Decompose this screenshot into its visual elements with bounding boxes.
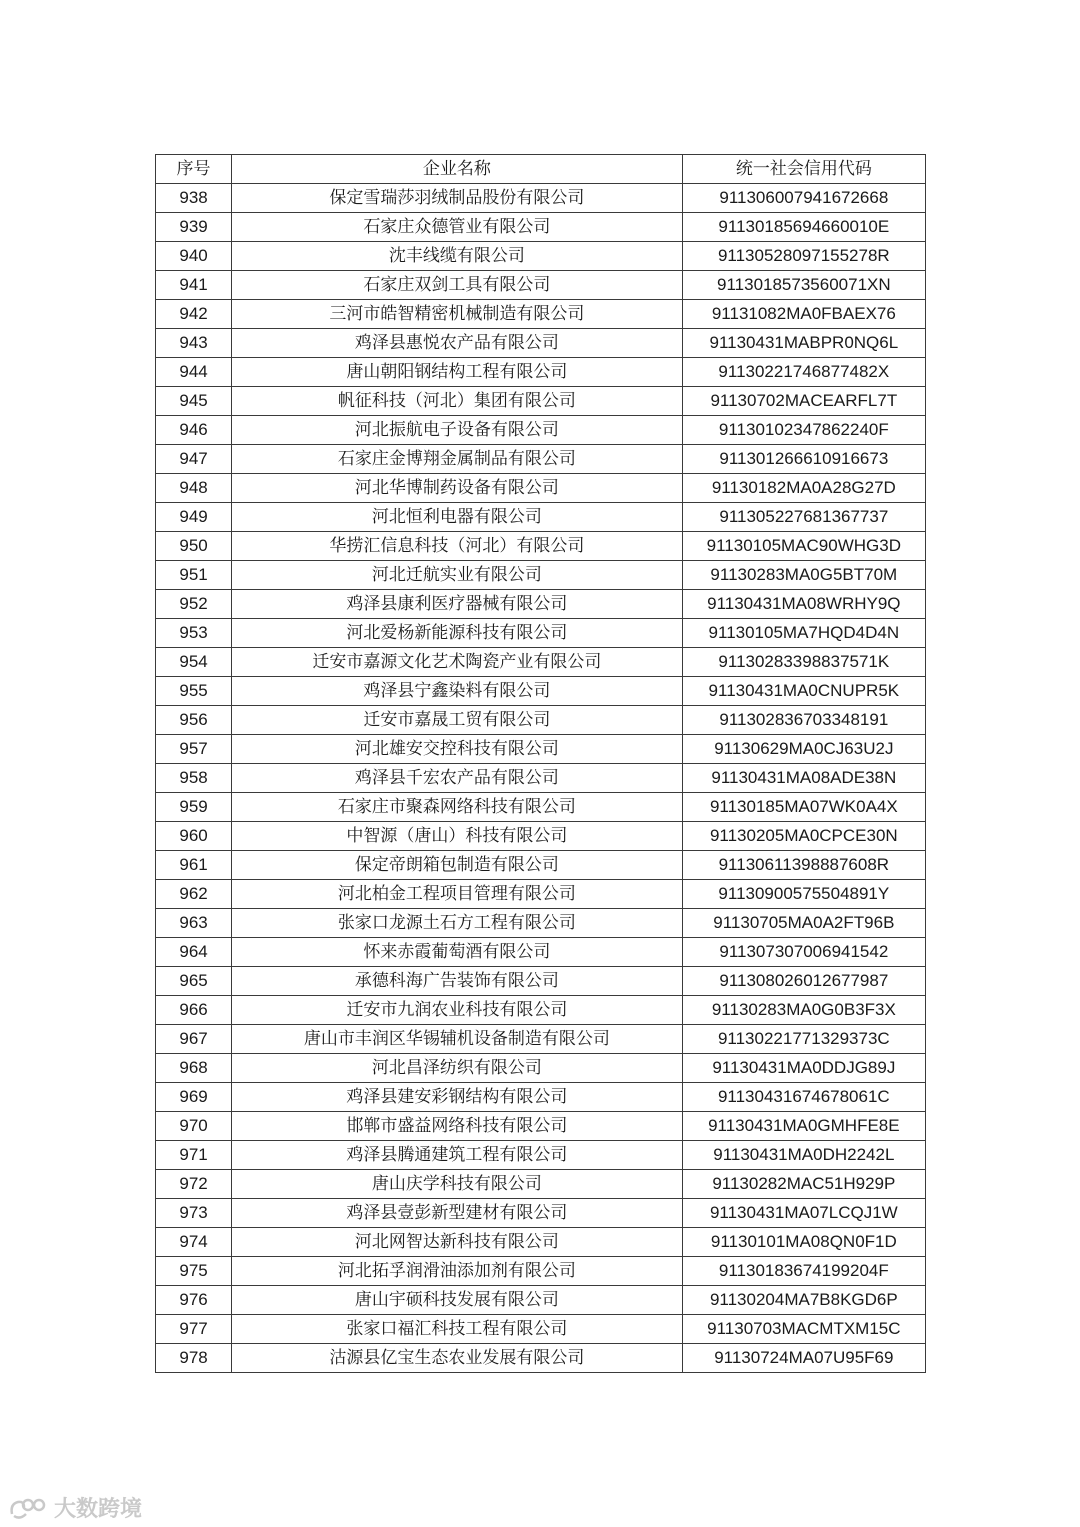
cell-company-name: 中智源（唐山）科技有限公司 (232, 822, 683, 851)
cell-company-name: 石家庄市聚森网络科技有限公司 (232, 793, 683, 822)
cell-company-name: 迁安市九润农业科技有限公司 (232, 996, 683, 1025)
table-row (156, 184, 926, 213)
table-row (156, 271, 926, 300)
cell-credit-code: 91130724MA07U95F69 (682, 1344, 925, 1373)
cell-company-name: 石家庄金博翔金属制品有限公司 (232, 445, 683, 474)
table-body (156, 184, 926, 1373)
cell-company-name: 鸡泽县惠悦农产品有限公司 (232, 329, 683, 358)
cell-company-name: 怀来赤霞葡萄酒有限公司 (232, 938, 683, 967)
cell-company-name: 唐山庆学科技有限公司 (232, 1170, 683, 1199)
cell-company-name: 河北振航电子设备有限公司 (232, 416, 683, 445)
table-row (156, 967, 926, 996)
cell-seq: 964 (156, 938, 232, 967)
cell-credit-code: 911305227681367737 (682, 503, 925, 532)
cell-seq: 952 (156, 590, 232, 619)
cell-credit-code: 91130183674199204F (682, 1257, 925, 1286)
cell-seq: 950 (156, 532, 232, 561)
cell-credit-code: 91130102347862240F (682, 416, 925, 445)
cell-credit-code: 91130431MABPR0NQ6L (682, 329, 925, 358)
cell-seq: 971 (156, 1141, 232, 1170)
cell-company-name: 河北华博制药设备有限公司 (232, 474, 683, 503)
cell-credit-code: 911307307006941542 (682, 938, 925, 967)
cell-credit-code: 91130101MA08QN0F1D (682, 1228, 925, 1257)
cell-company-name: 迁安市嘉源文化艺术陶瓷产业有限公司 (232, 648, 683, 677)
table-row (156, 619, 926, 648)
cell-seq: 962 (156, 880, 232, 909)
cell-seq: 938 (156, 184, 232, 213)
enterprise-table (155, 154, 926, 1373)
cell-company-name: 沽源县亿宝生态农业发展有限公司 (232, 1344, 683, 1373)
header-credit-code: 统一社会信用代码 (682, 155, 925, 184)
cell-seq: 960 (156, 822, 232, 851)
table-row (156, 677, 926, 706)
table-header-row (156, 155, 926, 184)
cell-company-name: 帆征科技（河北）集团有限公司 (232, 387, 683, 416)
cell-credit-code: 91130283MA0G0B3F3X (682, 996, 925, 1025)
cell-credit-code: 91131082MA0FBAEX76 (682, 300, 925, 329)
cell-credit-code: 91130702MACEARFL7T (682, 387, 925, 416)
cell-credit-code: 91130431MA0GMHFE8E (682, 1112, 925, 1141)
cell-company-name: 唐山宇硕科技发展有限公司 (232, 1286, 683, 1315)
table-row (156, 996, 926, 1025)
table-row (156, 1025, 926, 1054)
cell-company-name: 河北昌泽纺织有限公司 (232, 1054, 683, 1083)
cell-company-name: 承德科海广告装饰有限公司 (232, 967, 683, 996)
cell-seq: 969 (156, 1083, 232, 1112)
cell-seq: 974 (156, 1228, 232, 1257)
cell-seq: 949 (156, 503, 232, 532)
header-company-name: 企业名称 (232, 155, 683, 184)
cell-credit-code: 91130900575504891Y (682, 880, 925, 909)
cell-credit-code: 9113018573560071XN (682, 271, 925, 300)
cell-credit-code: 91130431674678061C (682, 1083, 925, 1112)
cell-seq: 975 (156, 1257, 232, 1286)
cell-company-name: 沈丰线缆有限公司 (232, 242, 683, 271)
table-row (156, 503, 926, 532)
header-seq: 序号 (156, 155, 232, 184)
cell-seq: 942 (156, 300, 232, 329)
table-row (156, 1228, 926, 1257)
table-row (156, 1141, 926, 1170)
watermark-text: 大数跨境 (54, 1497, 143, 1522)
cell-company-name: 鸡泽县腾通建筑工程有限公司 (232, 1141, 683, 1170)
table-row (156, 532, 926, 561)
watermark (8, 1492, 142, 1523)
cell-company-name: 河北恒利电器有限公司 (232, 503, 683, 532)
cell-company-name: 石家庄双剑工具有限公司 (232, 271, 683, 300)
cell-credit-code: 91130105MAC90WHG3D (682, 532, 925, 561)
cell-seq: 978 (156, 1344, 232, 1373)
table-row (156, 735, 926, 764)
cell-credit-code: 91130282MAC51H929P (682, 1170, 925, 1199)
cell-credit-code: 911306007941672668 (682, 184, 925, 213)
cell-company-name: 河北柏金工程项目管理有限公司 (232, 880, 683, 909)
cell-seq: 957 (156, 735, 232, 764)
cell-seq: 970 (156, 1112, 232, 1141)
cell-credit-code: 91130703MACMTXM15C (682, 1315, 925, 1344)
table-row (156, 300, 926, 329)
cell-seq: 940 (156, 242, 232, 271)
table-row (156, 1257, 926, 1286)
cell-credit-code: 91130105MA7HQD4D4N (682, 619, 925, 648)
table-row (156, 1112, 926, 1141)
cell-company-name: 河北迁航实业有限公司 (232, 561, 683, 590)
cell-seq: 943 (156, 329, 232, 358)
cell-company-name: 河北爱杨新能源科技有限公司 (232, 619, 683, 648)
cell-company-name: 石家庄众德管业有限公司 (232, 213, 683, 242)
cell-company-name: 张家口福汇科技工程有限公司 (232, 1315, 683, 1344)
cell-company-name: 鸡泽县千宏农产品有限公司 (232, 764, 683, 793)
cell-credit-code: 91130431MA08ADE38N (682, 764, 925, 793)
table-row (156, 242, 926, 271)
table-row (156, 1054, 926, 1083)
cell-seq: 963 (156, 909, 232, 938)
cell-credit-code: 91130185694660010E (682, 213, 925, 242)
cell-credit-code: 91130528097155278R (682, 242, 925, 271)
cell-seq: 956 (156, 706, 232, 735)
table-row (156, 938, 926, 967)
table-row (156, 648, 926, 677)
cell-company-name: 河北雄安交控科技有限公司 (232, 735, 683, 764)
cell-seq: 965 (156, 967, 232, 996)
cell-credit-code: 91130629MA0CJ63U2J (682, 735, 925, 764)
cell-company-name: 三河市皓智精密机械制造有限公司 (232, 300, 683, 329)
cell-credit-code: 91130283398837571K (682, 648, 925, 677)
table-row (156, 1199, 926, 1228)
table-row (156, 764, 926, 793)
cell-company-name: 河北网智达新科技有限公司 (232, 1228, 683, 1257)
cell-seq: 973 (156, 1199, 232, 1228)
cell-seq: 967 (156, 1025, 232, 1054)
cell-credit-code: 91130185MA07WK0A4X (682, 793, 925, 822)
table-row (156, 1286, 926, 1315)
cell-credit-code: 91130431MA0DDJG89J (682, 1054, 925, 1083)
cell-seq: 954 (156, 648, 232, 677)
cell-company-name: 河北拓孚润滑油添加剂有限公司 (232, 1257, 683, 1286)
table-row (156, 1083, 926, 1112)
table-row (156, 474, 926, 503)
table-row (156, 1344, 926, 1373)
cell-seq: 945 (156, 387, 232, 416)
cell-credit-code: 911308026012677987 (682, 967, 925, 996)
cell-seq: 958 (156, 764, 232, 793)
cell-credit-code: 91130221771329373C (682, 1025, 925, 1054)
table-row (156, 416, 926, 445)
cell-seq: 944 (156, 358, 232, 387)
table-row (156, 851, 926, 880)
chain-logo-icon (8, 1494, 48, 1522)
cell-credit-code: 91130221746877482X (682, 358, 925, 387)
cell-seq: 977 (156, 1315, 232, 1344)
cell-company-name: 保定雪瑞莎羽绒制品股份有限公司 (232, 184, 683, 213)
cell-seq: 953 (156, 619, 232, 648)
cell-company-name: 华捞汇信息科技（河北）有限公司 (232, 532, 683, 561)
cell-company-name: 鸡泽县宁鑫染料有限公司 (232, 677, 683, 706)
cell-seq: 961 (156, 851, 232, 880)
cell-seq: 976 (156, 1286, 232, 1315)
table-row (156, 1315, 926, 1344)
cell-seq: 966 (156, 996, 232, 1025)
cell-seq: 947 (156, 445, 232, 474)
cell-credit-code: 91130431MA08WRHY9Q (682, 590, 925, 619)
cell-credit-code: 91130431MA07LCQJ1W (682, 1199, 925, 1228)
cell-credit-code: 91130431MA0DH2242L (682, 1141, 925, 1170)
table-row (156, 387, 926, 416)
cell-seq: 955 (156, 677, 232, 706)
cell-credit-code: 91130204MA7B8KGD6P (682, 1286, 925, 1315)
cell-company-name: 鸡泽县建安彩钢结构有限公司 (232, 1083, 683, 1112)
cell-seq: 972 (156, 1170, 232, 1199)
cell-company-name: 唐山朝阳钢结构工程有限公司 (232, 358, 683, 387)
cell-company-name: 鸡泽县康利医疗器械有限公司 (232, 590, 683, 619)
cell-credit-code: 91130431MA0CNUPR5K (682, 677, 925, 706)
cell-credit-code: 91130283MA0G5BT70M (682, 561, 925, 590)
cell-company-name: 迁安市嘉晟工贸有限公司 (232, 706, 683, 735)
cell-company-name: 张家口龙源土石方工程有限公司 (232, 909, 683, 938)
cell-seq: 968 (156, 1054, 232, 1083)
cell-company-name: 鸡泽县壹彭新型建材有限公司 (232, 1199, 683, 1228)
cell-credit-code: 911301266610916673 (682, 445, 925, 474)
cell-credit-code: 91130705MA0A2FT96B (682, 909, 925, 938)
cell-credit-code: 91130182MA0A28G27D (682, 474, 925, 503)
table-row (156, 880, 926, 909)
table-row (156, 213, 926, 242)
cell-seq: 939 (156, 213, 232, 242)
cell-seq: 948 (156, 474, 232, 503)
cell-credit-code: 91130205MA0CPCE30N (682, 822, 925, 851)
table-row (156, 793, 926, 822)
table-row (156, 561, 926, 590)
table-row (156, 358, 926, 387)
cell-seq: 941 (156, 271, 232, 300)
table-row (156, 590, 926, 619)
cell-credit-code: 91130611398887608R (682, 851, 925, 880)
cell-company-name: 唐山市丰润区华锡辅机设备制造有限公司 (232, 1025, 683, 1054)
table-row (156, 706, 926, 735)
table-row (156, 822, 926, 851)
cell-company-name: 保定帝朗箱包制造有限公司 (232, 851, 683, 880)
cell-seq: 951 (156, 561, 232, 590)
table-row (156, 329, 926, 358)
cell-credit-code: 911302836703348191 (682, 706, 925, 735)
table-row (156, 909, 926, 938)
cell-seq: 946 (156, 416, 232, 445)
cell-seq: 959 (156, 793, 232, 822)
cell-company-name: 邯郸市盛益网络科技有限公司 (232, 1112, 683, 1141)
table-row (156, 445, 926, 474)
table-row (156, 1170, 926, 1199)
